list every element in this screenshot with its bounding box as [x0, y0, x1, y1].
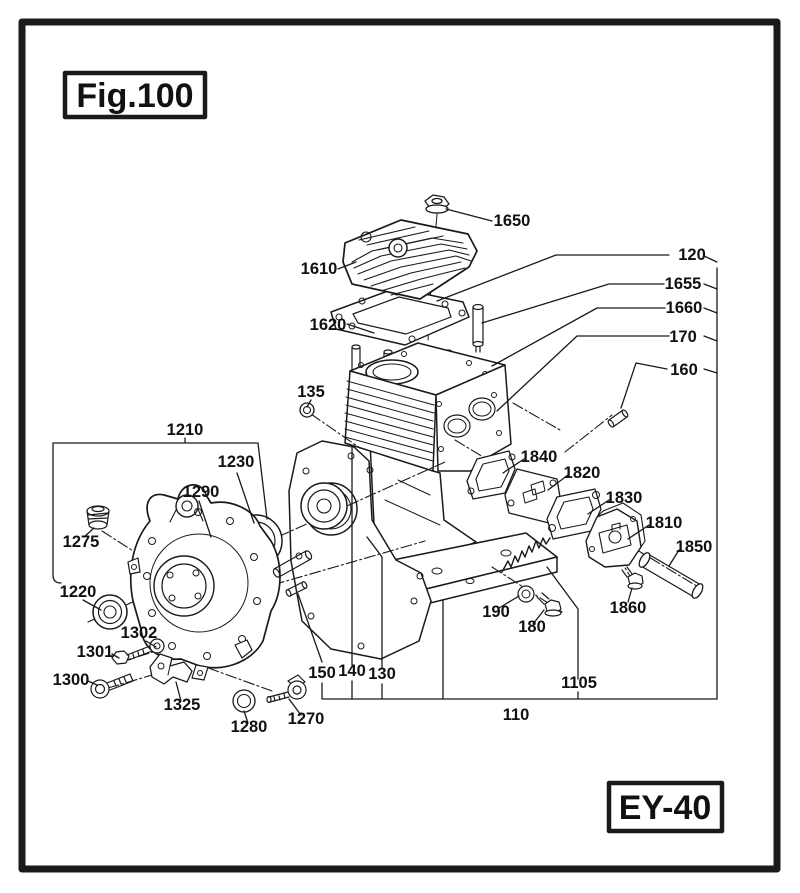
tappet-pin-drawing [473, 305, 483, 353]
part-label-1655: 1655 [664, 275, 702, 293]
part-label-1230: 1230 [217, 453, 255, 471]
part-label-190: 190 [482, 603, 510, 621]
cylinder-head-drawing [343, 220, 477, 299]
part-label-130: 130 [368, 665, 396, 683]
part-label-1830: 1830 [605, 489, 643, 507]
part-label-1860: 1860 [609, 599, 647, 617]
part-label-1210: 1210 [166, 421, 204, 439]
part-label-140: 140 [338, 662, 366, 680]
part-label-1275: 1275 [62, 533, 100, 551]
part-label-1300: 1300 [52, 671, 90, 689]
bolt-1301-drawing [112, 646, 152, 664]
part-label-110: 110 [502, 706, 530, 724]
part-label-1850: 1850 [675, 538, 713, 556]
part-label-1105: 1105 [561, 674, 597, 692]
part-label-1220: 1220 [59, 583, 97, 601]
seal-ring-135-drawing [300, 403, 314, 417]
drain-cock-drawing [267, 675, 306, 703]
engine-drawing [87, 195, 705, 712]
figure-number-box [65, 73, 205, 117]
part-label-1290: 1290 [182, 483, 220, 501]
pin-160-drawing [607, 409, 629, 428]
part-label-1325: 1325 [163, 696, 201, 714]
part-label-170: 170 [669, 328, 697, 346]
part-label-1820: 1820 [563, 464, 601, 482]
part-label-1620: 1620 [309, 316, 347, 334]
part-label-1270: 1270 [287, 710, 325, 728]
flange-nut-drawing [425, 195, 449, 213]
part-label-150: 150 [308, 664, 336, 682]
pipe-1850-drawing [637, 551, 705, 600]
bolt-1860-drawing [622, 567, 643, 589]
part-label-160: 160 [670, 361, 698, 379]
part-label-1302: 1302 [120, 624, 158, 642]
part-label-135: 135 [297, 383, 325, 401]
part-label-1280: 1280 [230, 718, 268, 736]
seal-1280-drawing [233, 690, 255, 712]
part-label-1301: 1301 [76, 643, 114, 661]
part-label-180: 180 [518, 618, 546, 636]
bolt-180-drawing [537, 593, 561, 616]
figure-number: Fig.100 [76, 77, 194, 115]
part-label-1840: 1840 [520, 448, 558, 466]
oil-plug-drawing [87, 506, 109, 529]
part-label-1650: 1650 [493, 212, 531, 230]
part-label-1660: 1660 [665, 299, 703, 317]
part-label-120: 120 [678, 246, 706, 264]
part-label-1810: 1810 [645, 514, 683, 532]
part-label-1610: 1610 [300, 260, 338, 278]
model-number: EY-40 [618, 789, 712, 827]
model-number-box [609, 783, 722, 831]
washer-190-drawing [518, 586, 534, 602]
drain-bolt-drawing [91, 674, 133, 698]
